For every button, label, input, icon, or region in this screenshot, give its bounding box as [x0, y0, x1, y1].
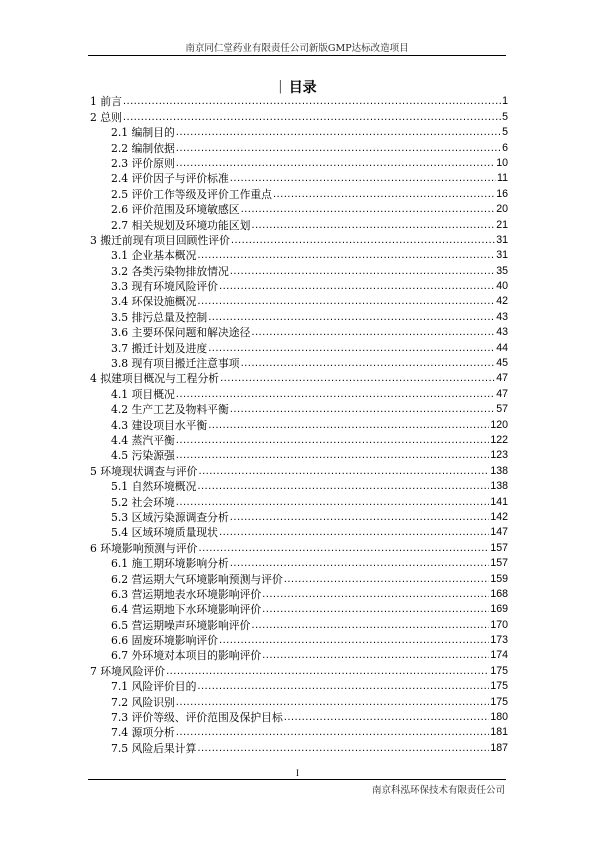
- toc-dot-leader: [208, 342, 495, 355]
- toc-entry-page: 20: [496, 203, 508, 216]
- toc-entry-label: 7.3 评价等级、评价范围及保护目标: [111, 711, 283, 725]
- toc-entry-page: 16: [496, 187, 508, 200]
- toc-entry-page: 122: [490, 433, 508, 446]
- toc-entry-page: 169: [490, 603, 508, 616]
- toc-entry-label: 3.5 排污总量及控制: [111, 310, 208, 324]
- toc-entry[interactable]: [90, 616, 508, 631]
- toc-dot-leader: [241, 357, 496, 370]
- toc-entry[interactable]: [90, 509, 508, 524]
- toc-entry-label: 2.3 评价原则: [111, 156, 175, 170]
- toc-entry-page: 123: [490, 449, 508, 462]
- toc-entry-label: 3 搬迁前现有项目回顾性评价: [90, 233, 230, 247]
- toc-dot-leader: [262, 588, 489, 601]
- toc-dot-leader: [219, 280, 495, 293]
- toc-entry-label: 6.4 营运期地下水环境影响评价: [111, 603, 262, 617]
- toc-entry[interactable]: [90, 539, 508, 554]
- toc-dot-leader: [219, 526, 489, 539]
- toc-dot-leader: [176, 449, 490, 462]
- toc-dot-leader: [123, 95, 501, 108]
- toc-entry-page: 180: [490, 711, 508, 724]
- toc-dot-leader: [262, 603, 489, 616]
- toc-dot-leader: [197, 680, 489, 693]
- toc-dot-leader: [198, 465, 489, 478]
- toc-dot-leader: [251, 219, 495, 232]
- toc-dot-leader: [197, 295, 495, 308]
- toc-entry[interactable]: [90, 385, 508, 400]
- toc-entry-label: 6.3 营运期地表水环境影响评价: [111, 587, 262, 601]
- toc-entry-label: 6 环境影响预测与评价: [90, 541, 198, 555]
- toc-entry-page: 175: [490, 680, 508, 693]
- toc-entry[interactable]: [90, 139, 508, 154]
- toc-entry[interactable]: [90, 601, 508, 616]
- toc-entry[interactable]: [90, 478, 508, 493]
- toc-entry[interactable]: [90, 370, 508, 385]
- toc-dot-leader: [251, 619, 489, 632]
- toc-entry[interactable]: [90, 570, 508, 585]
- toc-dot-leader: [284, 711, 490, 724]
- toc-entry-page: 181: [490, 726, 508, 739]
- toc-dot-leader: [176, 496, 490, 509]
- toc-entry[interactable]: [90, 185, 508, 200]
- toc-entry-page: 157: [490, 557, 508, 570]
- toc-entry-page: 11: [497, 172, 508, 185]
- toc-entry-label: 4.5 污染源强: [111, 449, 175, 463]
- toc-entry-page: 10: [496, 156, 508, 169]
- toc-entry[interactable]: [90, 170, 508, 185]
- toc-entry-page: 175: [490, 695, 508, 708]
- toc-entry-label: 5.1 自然环境概况: [111, 480, 197, 494]
- toc-entry[interactable]: [90, 462, 508, 477]
- toc-entry[interactable]: [90, 293, 508, 308]
- table-of-contents: [90, 93, 508, 755]
- toc-entry[interactable]: [90, 232, 508, 247]
- toc-dot-leader: [284, 573, 490, 586]
- toc-dot-leader: [198, 542, 489, 555]
- toc-entry[interactable]: [90, 739, 508, 754]
- toc-entry[interactable]: [90, 447, 508, 462]
- toc-entry[interactable]: [90, 262, 508, 277]
- toc-entry-label: 2.2 编制依据: [111, 141, 175, 155]
- toc-entry-page: 168: [490, 587, 508, 600]
- toc-entry-page: 42: [496, 295, 508, 308]
- toc-entry-label: 3.2 各类污染物排放情况: [111, 264, 229, 278]
- toc-dot-leader: [197, 742, 489, 755]
- toc-entry-label: 2 总则: [90, 110, 122, 124]
- toc-entry[interactable]: [90, 416, 508, 431]
- toc-entry-label: 5.2 社会环境: [111, 495, 175, 509]
- toc-dot-leader: [176, 434, 490, 447]
- toc-entry[interactable]: [90, 355, 508, 370]
- toc-dot-leader: [231, 234, 495, 247]
- toc-entry[interactable]: [90, 662, 508, 677]
- toc-entry-page: 47: [496, 372, 508, 385]
- toc-entry-label: 2.5 评价工作等级及评价工作重点: [111, 187, 272, 201]
- header-rule: [88, 55, 506, 56]
- toc-title: 目录: [288, 79, 317, 96]
- toc-entry-label: 4.1 项目概况: [111, 387, 175, 401]
- toc-entry[interactable]: [90, 124, 508, 139]
- toc-entry-page: 175: [490, 664, 508, 677]
- toc-entry-label: 3.7 搬迁计划及进度: [111, 341, 208, 355]
- toc-entry[interactable]: [90, 524, 508, 539]
- toc-entry-label: 6.5 营运期噪声环境影响评价: [111, 618, 251, 632]
- toc-entry-page: 159: [490, 572, 508, 585]
- toc-entry[interactable]: [90, 339, 508, 354]
- toc-entry-page: 120: [490, 418, 508, 431]
- toc-entry-page: 31: [496, 249, 508, 262]
- toc-entry-page: 187: [490, 741, 508, 754]
- toc-entry-label: 3.4 环保设施概况: [111, 295, 197, 309]
- toc-entry[interactable]: [90, 647, 508, 662]
- toc-dot-leader: [273, 188, 495, 201]
- toc-entry[interactable]: [90, 401, 508, 416]
- footer-company: 南京科泓环保技术有限责任公司: [371, 785, 505, 796]
- title-cursor-bar: |: [278, 79, 283, 94]
- toc-entry-page: 141: [490, 495, 508, 508]
- toc-entry[interactable]: [90, 586, 508, 601]
- toc-entry[interactable]: [90, 324, 508, 339]
- toc-entry-page: 174: [490, 649, 508, 662]
- footer-rule: [88, 779, 506, 780]
- toc-entry-page: 57: [496, 403, 508, 416]
- toc-entry-page: 142: [490, 510, 508, 523]
- toc-entry[interactable]: [90, 216, 508, 231]
- toc-dot-leader: [176, 726, 490, 739]
- toc-entry-label: 7.1 风险评价目的: [111, 680, 197, 694]
- toc-entry-label: 3.8 现有项目搬迁注意事项: [111, 357, 240, 371]
- toc-dot-leader: [230, 172, 496, 185]
- toc-dot-leader: [176, 126, 501, 139]
- toc-dot-leader: [262, 649, 489, 662]
- toc-entry-label: 5.3 区域污染源调查分析: [111, 510, 229, 524]
- toc-entry-page: 138: [490, 480, 508, 493]
- toc-entry-label: 4.4 蒸汽平衡: [111, 433, 175, 447]
- toc-entry-page: 44: [496, 341, 508, 354]
- toc-entry-label: 7.5 风险后果计算: [111, 741, 197, 755]
- toc-dot-leader: [230, 403, 495, 416]
- toc-entry-label: 2.6 评价范围及环境敏感区: [111, 203, 240, 217]
- toc-dot-leader: [166, 665, 489, 678]
- toc-entry[interactable]: [90, 724, 508, 739]
- toc-entry-label: 2.4 评价因子与评价标准: [111, 172, 229, 186]
- toc-entry[interactable]: [90, 278, 508, 293]
- toc-entry-label: 2.1 编制目的: [111, 126, 175, 140]
- toc-entry-page: 43: [496, 310, 508, 323]
- toc-entry-label: 4 拟建项目概况与工程分析: [90, 372, 220, 386]
- toc-entry[interactable]: [90, 308, 508, 323]
- toc-entry[interactable]: [90, 632, 508, 647]
- toc-dot-leader: [197, 480, 489, 493]
- toc-entry[interactable]: [90, 201, 508, 216]
- toc-entry[interactable]: [90, 678, 508, 693]
- toc-entry[interactable]: [90, 555, 508, 570]
- toc-entry-page: 170: [490, 618, 508, 631]
- toc-entry-page: 21: [496, 218, 508, 231]
- toc-entry-label: 4.2 生产工艺及物料平衡: [111, 403, 229, 417]
- toc-dot-leader: [123, 111, 501, 124]
- toc-entry-label: 6.7 外环境对本项目的影响评价: [111, 649, 262, 663]
- toc-entry-label: 5.4 区域环境质量现状: [111, 526, 218, 540]
- toc-dot-leader: [208, 419, 489, 432]
- toc-entry-label: 3.6 主要环保问题和解决途径: [111, 326, 251, 340]
- toc-entry-label: 7.2 风险识别: [111, 695, 175, 709]
- toc-entry-label: 3.3 现有环境风险评价: [111, 280, 218, 294]
- page-number: I: [296, 768, 299, 778]
- toc-entry-label: 4.3 建设项目水平衡: [111, 418, 208, 432]
- toc-entry[interactable]: [90, 93, 508, 108]
- toc-entry-page: 6: [502, 141, 508, 154]
- toc-entry-page: 138: [490, 464, 508, 477]
- toc-entry-label: 6.1 施工期环境影响分析: [111, 557, 229, 571]
- toc-entry[interactable]: [90, 247, 508, 262]
- toc-entry-page: 43: [496, 326, 508, 339]
- toc-entry-page: 1: [502, 95, 508, 108]
- toc-entry-label: 2.7 相关规划及环境功能区划: [111, 218, 251, 232]
- toc-entry[interactable]: [90, 709, 508, 724]
- toc-entry[interactable]: [90, 693, 508, 708]
- toc-entry-label: 5 环境现状调查与评价: [90, 464, 198, 478]
- toc-entry-label: 6.2 营运期大气环境影响预测与评价: [111, 572, 283, 586]
- toc-entry-label: 6.6 固废环境影响评价: [111, 634, 218, 648]
- toc-entry-page: 157: [490, 541, 508, 554]
- toc-dot-leader: [241, 203, 496, 216]
- toc-dot-leader: [220, 372, 495, 385]
- toc-entry[interactable]: [90, 155, 508, 170]
- toc-entry-page: 5: [502, 110, 508, 123]
- toc-entry-label: 3.1 企业基本概况: [111, 249, 197, 263]
- toc-entry-page: 147: [490, 526, 508, 539]
- toc-entry-page: 47: [496, 387, 508, 400]
- toc-entry[interactable]: [90, 432, 508, 447]
- toc-dot-leader: [219, 634, 489, 647]
- toc-dot-leader: [176, 142, 501, 155]
- toc-dot-leader: [230, 557, 490, 570]
- toc-entry-page: 35: [496, 264, 508, 277]
- toc-entry-label: 1 前言: [90, 95, 122, 109]
- toc-dot-leader: [251, 326, 495, 339]
- toc-dot-leader: [208, 311, 495, 324]
- toc-entry-page: 173: [490, 634, 508, 647]
- toc-entry-label: 7 环境风险评价: [90, 664, 166, 678]
- toc-entry[interactable]: [90, 493, 508, 508]
- toc-dot-leader: [176, 696, 490, 709]
- running-header: 南京同仁堂药业有限责任公司新版GMP达标改造项目: [185, 43, 409, 54]
- toc-entry-page: 45: [496, 357, 508, 370]
- toc-entry[interactable]: [90, 108, 508, 123]
- toc-dot-leader: [176, 388, 495, 401]
- toc-dot-leader: [230, 511, 490, 524]
- toc-dot-leader: [197, 249, 495, 262]
- toc-entry-page: 31: [496, 233, 508, 246]
- toc-entry-label: 7.4 源项分析: [111, 726, 175, 740]
- toc-dot-leader: [176, 157, 495, 170]
- toc-entry-page: 40: [496, 280, 508, 293]
- toc-dot-leader: [230, 265, 495, 278]
- toc-entry-page: 5: [502, 126, 508, 139]
